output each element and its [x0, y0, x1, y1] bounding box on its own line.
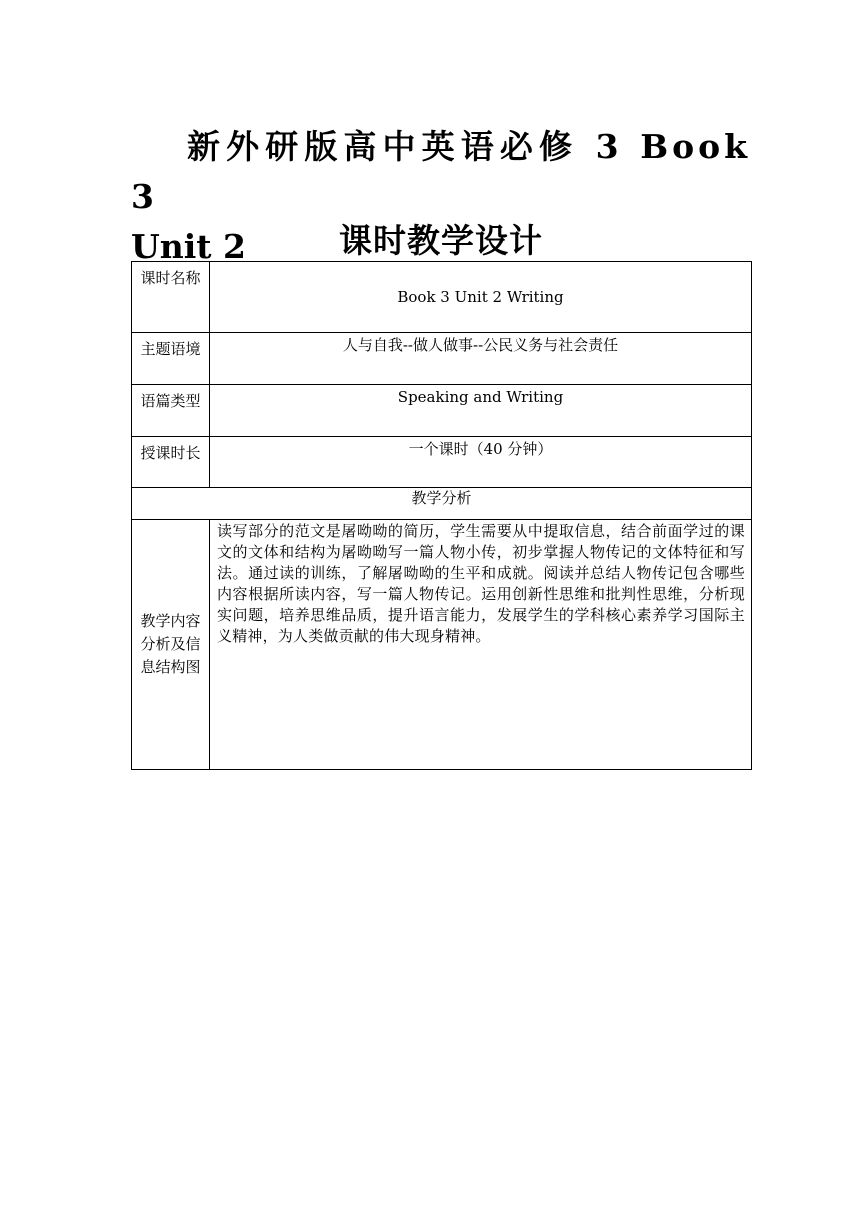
- title-line-1: 新外研版高中英语必修 3 Book 3: [131, 127, 751, 216]
- table-row-lesson-name: [132, 262, 752, 333]
- value-text-type: Speaking and Writing: [210, 385, 752, 437]
- value-theme-context: 人与自我--做人做事--公民义务与社会责任: [210, 333, 752, 385]
- title-line-2: Unit 2: [131, 227, 247, 266]
- table-row-text-type: [132, 385, 752, 437]
- label-content-analysis: 教学内容分析及信息结构图: [132, 520, 210, 770]
- document-subtitle: 课时教学设计: [339, 221, 543, 260]
- value-content-analysis: 读写部分的范文是屠呦呦的简历，学生需要从中提取信息，结合前面学过的课文的文体和结构为屠呦呦写一篇人物小传，初步掌握人物传记的文体特征和写法。通过读的训练，了解屠呦呦的生平和成就。阅读并总结人物传记包含哪些内容根据所读内容，写一篇人物传记。运用创新性思维和批判性思维，分析现实问题，培养思维品质，提升语言能力，发展学生的学科核心素养学习国际主义精神，为人类做贡献的伟大现身精神。: [210, 520, 752, 770]
- lesson-plan-table: [131, 261, 752, 770]
- value-duration: 一个课时（40 分钟）: [210, 437, 752, 488]
- label-text-type: 语篇类型: [132, 385, 210, 437]
- table-row-content-analysis: [132, 520, 752, 770]
- table-row-section-header: [132, 488, 752, 520]
- table-row-duration: [132, 437, 752, 488]
- label-theme-context: 主题语境: [132, 333, 210, 385]
- table-row-theme-context: [132, 333, 752, 385]
- section-header-teaching-analysis: 教学分析: [132, 488, 752, 520]
- value-lesson-name: Book 3 Unit 2 Writing: [210, 262, 752, 333]
- label-duration: 授课时长: [132, 437, 210, 488]
- label-lesson-name: 课时名称: [132, 262, 210, 333]
